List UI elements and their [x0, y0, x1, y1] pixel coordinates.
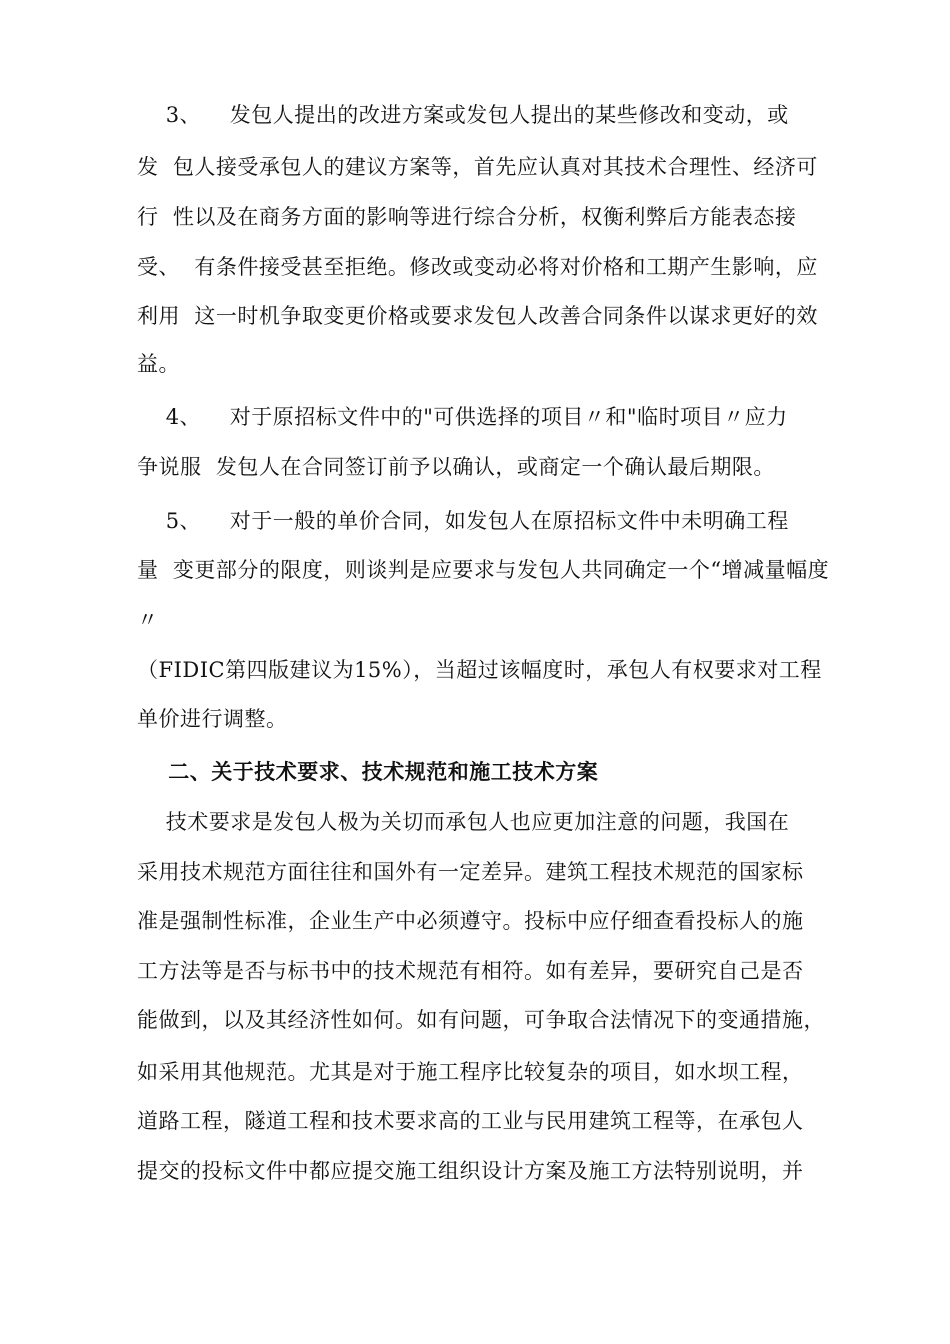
text-line: 4、 对于原招标文件中的"可供选择的项目〃和"临时项目〃应力 [137, 405, 788, 429]
text-line: 道路工程，隧道工程和技术要求高的工业与民用建筑工程等，在承包人 [137, 1109, 804, 1133]
text-line: 5、 对于一般的单价合同，如发包人在原招标文件中未明确工程 [137, 509, 789, 533]
text-line: 技术要求是发包人极为关切而承包人也应更加注意的问题，我国在 [137, 810, 790, 834]
text-line: 采用技术规范方面往往和国外有一定差异。建筑工程技术规范的国家标 [137, 860, 804, 884]
text-line: （FIDIC第四版建议为15%），当超过该幅度时，承包人有权要求对工程 [137, 658, 822, 682]
text-line: 量 变更部分的限度，则谈判是应要求与发包人共同确定一个“增减量幅度 [137, 558, 830, 582]
text-line: 如采用其他规范。尤其是对于施工程序比较复杂的项目，如水坝工程， [137, 1060, 804, 1084]
text-line: 〃 [137, 608, 159, 632]
text-line: 发 包人接受承包人的建议方案等，首先应认真对其技术合理性、经济可 [137, 155, 818, 179]
text-line: 提交的投标文件中都应提交施工组织设计方案及施工方法特别说明，并 [137, 1159, 804, 1183]
text-line: 利用 这一时机争取变更价格或要求发包人改善合同条件以谋求更好的效 [137, 304, 818, 328]
text-line: 准是强制性标准，企业生产中必须遵守。投标中应仔细查看投标人的施 [137, 909, 804, 933]
text-line: 争说服 发包人在合同签订前予以确认，或商定一个确认最后期限。 [137, 455, 775, 479]
text-line: 受、 有条件接受甚至拒绝。修改或变动必将对价格和工期产生影响，应 [137, 255, 818, 279]
text-line: 3、 发包人提出的改进方案或发包人提出的某些修改和变动，或 [137, 103, 789, 127]
section-heading: 二、关于技术要求、技术规范和施工技术方案 [137, 759, 599, 784]
text-line: 单价进行调整。 [137, 707, 288, 731]
text-line: 能做到，以及其经济性如何。如有问题，可争取合法情况下的变通措施， [137, 1008, 825, 1032]
text-line: 行 性以及在商务方面的影响等进行综合分析，权衡利弊后方能表态接 [137, 205, 797, 229]
text-line: 工方法等是否与标书中的技术规范有相符。如有差异，要研究自己是否 [137, 959, 804, 983]
text-line: 益。 [137, 352, 180, 376]
